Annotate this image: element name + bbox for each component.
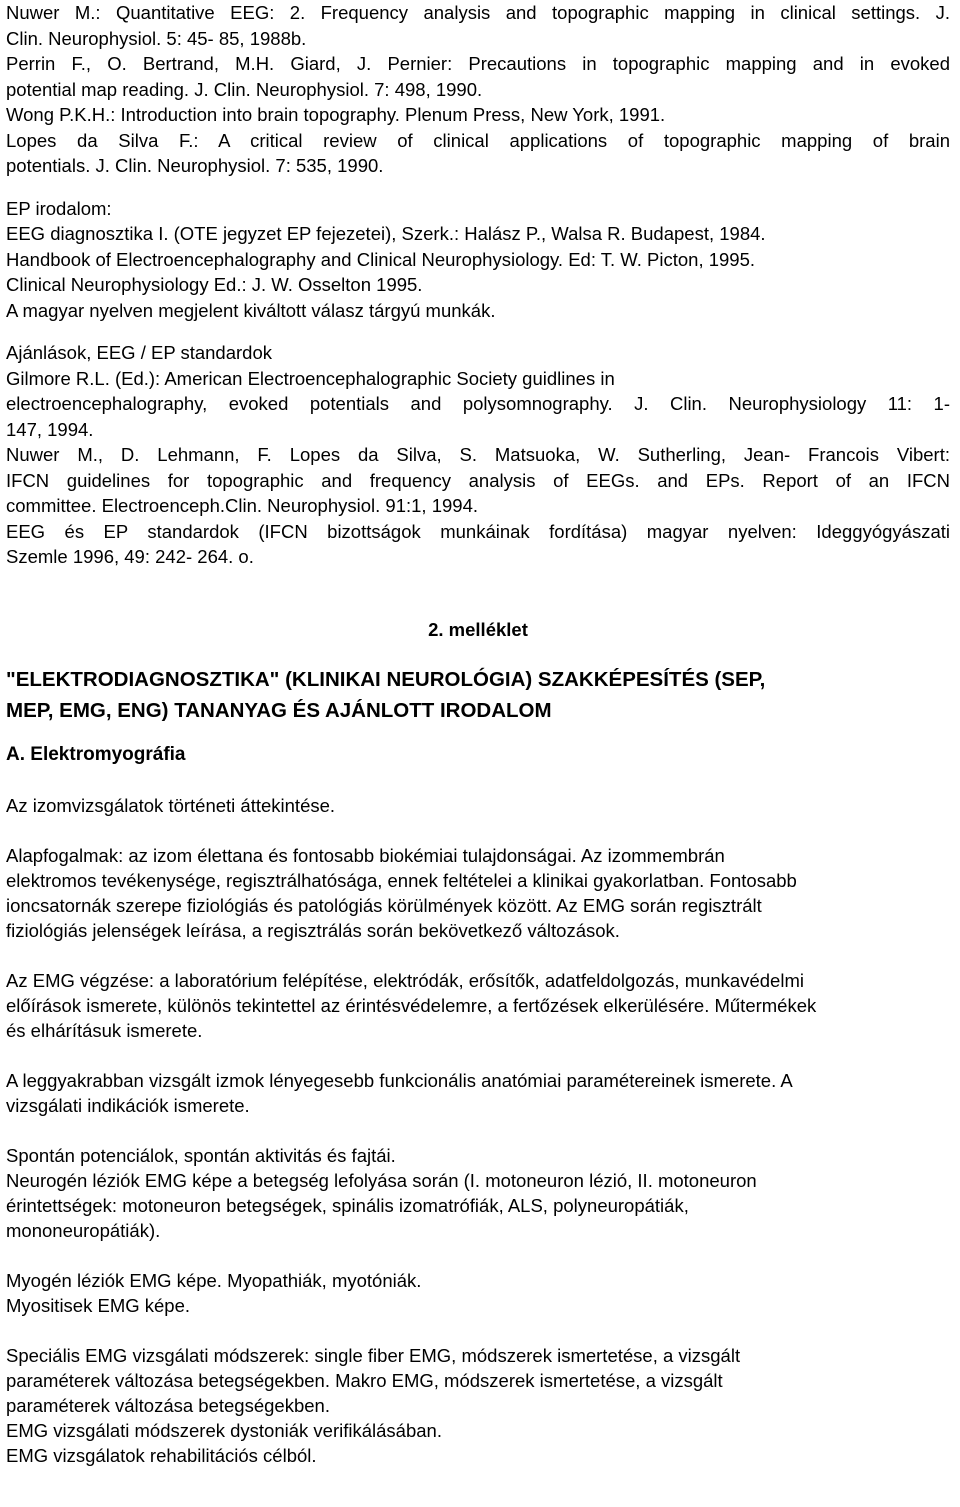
paragraph xyxy=(6,1143,950,1243)
document-title-line: "ELEKTRODIAGNOSZTIKA" (KLINIKAI NEUROLÓGIA) SZAKKÉPESÍTÉS (SEP, xyxy=(6,667,766,691)
document-title-line: MEP, EMG, ENG) TANANYAG ÉS AJÁNLOTT IRODALOM xyxy=(6,698,552,722)
paragraph-line: előírások ismerete, különös tekintettel az érintésvédelemre, a fertőzések elkerülésére. Műtermékek xyxy=(6,994,817,1016)
paragraph xyxy=(6,1068,950,1118)
standards-section xyxy=(6,340,950,570)
reference-line: EEG diagnosztika I. (OTE jegyzet EP fejezetei), Szerk.: Halász P., Walsa R. Budapest, 1984. xyxy=(6,223,766,244)
annex-label: 2. melléklet xyxy=(428,618,528,640)
reference-line: Perrin F., O. Bertrand, M.H. Giard, J. Pernier: Precautions in topographic mapping and in evoked xyxy=(6,53,950,74)
reference-line: Clin. Neurophysiol. 5: 45- 85, 1988b. xyxy=(6,27,307,49)
paragraph-line: érintettségek: motoneuron betegségek, spinális izomatrófiák, ALS, polyneuropátiák, xyxy=(6,1194,689,1216)
paragraph-line: Alapfogalmak: az izom élettana és fontosabb biokémiai tulajdonságai. Az izommembrán xyxy=(6,844,725,866)
paragraph-line: Speciális EMG vizsgálati módszerek: single fiber EMG, módszerek ismertetése, a vizsgált xyxy=(6,1344,741,1366)
reference-line: Wong P.K.H.: Introduction into brain topography. Plenum Press, New York, 1991. xyxy=(6,104,666,125)
reference-line: EEG és EP standardok (IFCN bizottságok munkáinak fordítása) magyar nyelven: Ideggyógyászati xyxy=(6,520,950,542)
reference-line: Lopes da Silva F.: A critical review of clinical applications of topographic mapping of brain xyxy=(6,129,950,151)
reference-line: A magyar nyelven megjelent kiváltott válasz tárgyú munkák. xyxy=(6,299,496,321)
paragraph-line: paraméterek változása betegségekben. Makro EMG, módszerek ismertetése, a vizsgált xyxy=(6,1369,723,1391)
paragraph xyxy=(6,1268,950,1318)
paragraph-line: fiziológiás jelenségek leírása, a regisztrálás során bekövetkező változások. xyxy=(6,919,620,941)
paragraph-line: mononeuropátiák). xyxy=(6,1219,161,1241)
paragraph-line: paraméterek változása betegségekben. xyxy=(6,1394,330,1416)
paragraph-line: EMG vizsgálati módszerek dystoniák verifikálásában. xyxy=(6,1419,442,1441)
paragraph xyxy=(6,843,950,943)
syllabus-body xyxy=(6,768,950,1468)
reference-line: potential map reading. J. Clin. Neurophysiol. 7: 498, 1990. xyxy=(6,78,483,100)
reference-list-top xyxy=(6,0,950,179)
paragraph-line: EMG vizsgálatok rehabilitációs célból. xyxy=(6,1444,317,1466)
reference-line: Gilmore R.L. (Ed.): American Electroencephalographic Society guidlines in xyxy=(6,367,615,389)
reference-line: Handbook of Electroencephalography and Clinical Neurophysiology. Ed: T. W. Picton, 1995. xyxy=(6,248,756,270)
paragraph-line: Myositisek EMG képe. xyxy=(6,1294,191,1316)
paragraph xyxy=(6,1343,950,1468)
reference-line: Nuwer M.: Quantitative EEG: 2. Frequency analysis and topographic mapping in clinical settings. J. xyxy=(6,2,950,23)
section-a-heading: A. Elektromyográfia xyxy=(6,743,186,765)
reference-line: Szemle 1996, 49: 242- 264. o. xyxy=(6,546,254,567)
paragraph-line: Neurogén léziók EMG képe a betegség lefolyása során (I. motoneuron lézió, II. motoneuron xyxy=(6,1169,757,1191)
reference-line: potentials. J. Clin. Neurophysiol. 7: 535, 1990. xyxy=(6,155,384,176)
reference-line: Nuwer M., D. Lehmann, F. Lopes da Silva, S. Matsuoka, W. Sutherling, Jean- Francois Vibert: xyxy=(6,444,950,465)
paragraph-line: vizsgálati indikációk ismerete. xyxy=(6,1094,250,1116)
paragraph-line: Az EMG végzése: a laboratórium felépítése, elektródák, erősítők, adatfeldolgozás, munkavédelmi xyxy=(6,969,804,991)
reference-line: 147, 1994. xyxy=(6,418,94,440)
reference-line: electroencephalography, evoked potentials and polysomnography. J. Clin. Neurophysiology 11: 1- xyxy=(6,393,950,414)
document-title xyxy=(6,664,950,726)
document-page xyxy=(6,0,950,1468)
paragraph-line: elektromos tevékenysége, regisztrálhatósága, ennek feltételei a klinikai gyakorlatban. Fontosabb xyxy=(6,869,797,891)
section-heading: Ajánlások, EEG / EP standardok xyxy=(6,342,273,363)
reference-line: IFCN guidelines for topographic and frequency analysis of EEGs. and EPs. Report of an IFCN xyxy=(6,469,950,491)
reference-line: committee. Electroenceph.Clin. Neurophysiol. 91:1, 1994. xyxy=(6,495,479,516)
section-heading: EP irodalom: xyxy=(6,197,112,219)
paragraph-line: ioncsatornák szerepe fiziológiás és patológiás körülmények között. Az EMG során regisztrált xyxy=(6,894,762,916)
paragraph-line: és elhárításuk ismerete. xyxy=(6,1019,203,1041)
ep-literature-section xyxy=(6,196,950,324)
paragraph-line: Spontán potenciálok, spontán aktivitás és fajtái. xyxy=(6,1144,396,1166)
paragraph-line: A leggyakrabban vizsgált izmok lényegesebb funkcionális anatómiai paramétereinek ismerete. A xyxy=(6,1069,793,1091)
paragraph xyxy=(6,968,950,1043)
paragraph-line: Myogén léziók EMG képe. Myopathiák, myotóniák. xyxy=(6,1269,422,1291)
paragraph-line: Az izomvizsgálatok történeti áttekintése. xyxy=(6,794,336,816)
reference-line: Clinical Neurophysiology Ed.: J. W. Osselton 1995. xyxy=(6,274,423,295)
paragraph xyxy=(6,793,950,818)
